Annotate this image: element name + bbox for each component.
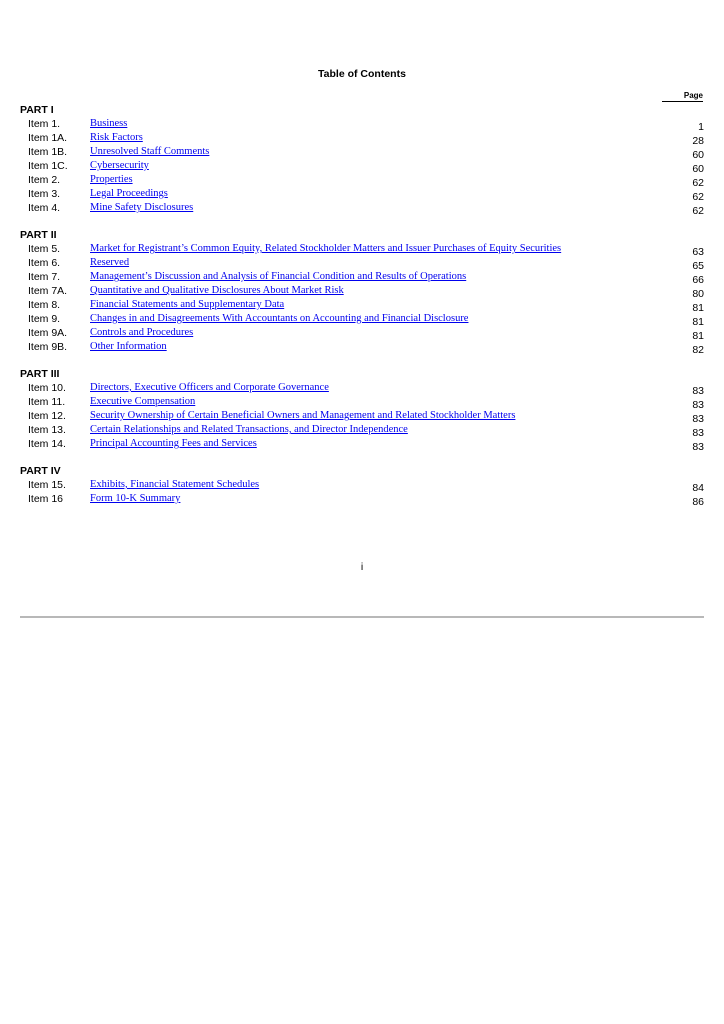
part-items [20, 381, 704, 451]
item-page-number: 81 [692, 316, 704, 328]
item-title-link[interactable]: Form 10-K Summary [90, 493, 181, 504]
item-page-number: 62 [692, 191, 704, 203]
item-number: Item 2. [28, 174, 61, 186]
item-title-link[interactable]: Changes in and Disagreements With Accountants on Accounting and Financial Disclosure [90, 313, 469, 324]
item-number: Item 13. [28, 424, 66, 436]
toc-row [20, 256, 704, 270]
toc-row [20, 270, 704, 284]
item-page-number: 83 [692, 427, 704, 439]
item-page-number: 66 [692, 274, 704, 286]
toc-row [20, 173, 704, 187]
item-title-link[interactable]: Exhibits, Financial Statement Schedules [90, 479, 260, 490]
item-title-link[interactable]: Legal Proceedings [90, 188, 168, 199]
item-title-link[interactable]: Management’s Discussion and Analysis of Financial Condition and Results of Operations [90, 271, 467, 282]
toc-row [20, 437, 704, 451]
item-number: Item 4. [28, 202, 61, 214]
item-title-link[interactable]: Controls and Procedures [90, 327, 194, 338]
item-page-number: 81 [692, 302, 704, 314]
toc-part-4 [20, 464, 704, 506]
toc-row [20, 145, 704, 159]
part-items [20, 242, 704, 354]
item-page-number: 83 [692, 413, 704, 425]
toc-row [20, 159, 704, 173]
item-title-link[interactable]: Risk Factors [90, 132, 143, 143]
item-page-number: 28 [692, 135, 704, 147]
toc-row [20, 395, 704, 409]
item-number: Item 3. [28, 188, 61, 200]
item-page-number: 82 [692, 344, 704, 356]
item-number: Item 10. [28, 382, 66, 394]
item-page-number: 65 [692, 260, 704, 272]
item-title-link[interactable]: Other Information [90, 341, 167, 352]
item-number: Item 12. [28, 410, 66, 422]
item-page-number: 81 [692, 330, 704, 342]
toc-row [20, 117, 704, 131]
item-title-link[interactable]: Reserved [90, 257, 130, 268]
toc-row [20, 340, 704, 354]
item-number: Item 15. [28, 479, 66, 491]
toc-row [20, 284, 704, 298]
item-title-link[interactable]: Properties [90, 174, 133, 185]
toc-row [20, 201, 704, 215]
item-page-number: 86 [692, 496, 704, 508]
item-number: Item 5. [28, 243, 61, 255]
toc-row [20, 298, 704, 312]
page-number: i [360, 561, 364, 573]
item-number: Item 1C. [28, 160, 68, 172]
part-label: PART IV [20, 465, 61, 477]
item-number: Item 16 [28, 493, 64, 505]
item-page-number: 62 [692, 205, 704, 217]
item-title-link[interactable]: Business [90, 118, 128, 129]
toc-row [20, 478, 704, 492]
item-number: Item 14. [28, 438, 66, 450]
toc-part-1 [20, 103, 704, 215]
part-label: PART III [20, 368, 60, 380]
toc-row [20, 423, 704, 437]
toc-part-2 [20, 228, 704, 354]
item-page-number: 84 [692, 482, 704, 494]
page-column-header: Page [662, 91, 703, 102]
item-title-link[interactable]: Principal Accounting Fees and Services [90, 438, 257, 449]
toc-row [20, 409, 704, 423]
item-number: Item 9B. [28, 341, 68, 353]
toc-row [20, 492, 704, 506]
item-title-link[interactable]: Executive Compensation [90, 396, 196, 407]
item-title-link[interactable]: Cybersecurity [90, 160, 149, 171]
toc-row [20, 326, 704, 340]
item-title-link[interactable]: Mine Safety Disclosures [90, 202, 194, 213]
part-label: PART II [20, 229, 57, 241]
item-number: Item 1A. [28, 132, 68, 144]
item-title-link[interactable]: Certain Relationships and Related Transactions, and Director Independence [90, 424, 408, 435]
item-title-link[interactable]: Quantitative and Qualitative Disclosures About Market Risk [90, 285, 344, 296]
item-page-number: 1 [698, 121, 704, 133]
item-number: Item 1. [28, 118, 61, 130]
toc-row [20, 131, 704, 145]
item-page-number: 62 [692, 177, 704, 189]
toc-row [20, 187, 704, 201]
item-number: Item 11. [28, 396, 66, 408]
part-label: PART I [20, 104, 54, 116]
item-page-number: 83 [692, 399, 704, 411]
part-items [20, 478, 704, 506]
item-title-link[interactable]: Market for Registrant’s Common Equity, Related Stockholder Matters and Issuer Purchases of Equity Securities [90, 243, 562, 254]
item-page-number: 60 [692, 163, 704, 175]
page-title: Table of Contents [318, 68, 406, 80]
toc-row [20, 381, 704, 395]
item-title-link[interactable]: Financial Statements and Supplementary Data [90, 299, 285, 310]
item-number: Item 7. [28, 271, 61, 283]
page-divider [20, 616, 704, 618]
item-number: Item 1B. [28, 146, 68, 158]
item-number: Item 7A. [28, 285, 68, 297]
item-number: Item 9A. [28, 327, 68, 339]
item-title-link[interactable]: Directors, Executive Officers and Corporate Governance [90, 382, 329, 393]
item-number: Item 6. [28, 257, 61, 269]
item-number: Item 9. [28, 313, 61, 325]
item-page-number: 83 [692, 385, 704, 397]
item-page-number: 60 [692, 149, 704, 161]
table-of-contents [20, 103, 704, 519]
item-page-number: 83 [692, 441, 704, 453]
item-title-link[interactable]: Security Ownership of Certain Beneficial Owners and Management and Related Stockholder Matters [90, 410, 516, 421]
item-title-link[interactable]: Unresolved Staff Comments [90, 146, 210, 157]
toc-row [20, 242, 704, 256]
part-items [20, 117, 704, 215]
toc-part-3 [20, 367, 704, 451]
item-number: Item 8. [28, 299, 61, 311]
item-page-number: 80 [692, 288, 704, 300]
toc-row [20, 312, 704, 326]
item-page-number: 63 [692, 246, 704, 258]
